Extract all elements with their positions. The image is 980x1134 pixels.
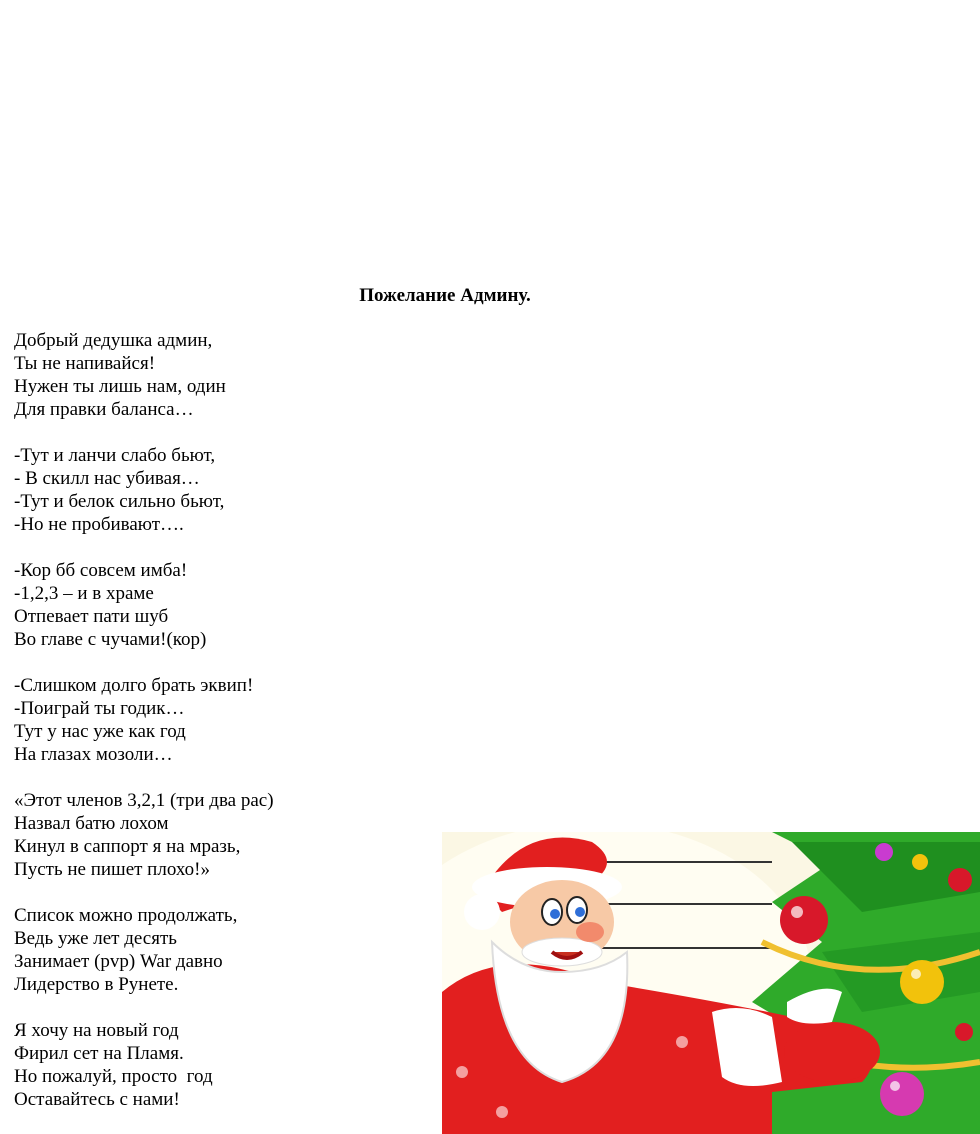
poem-line: Добрый дедушка админ,	[14, 330, 213, 351]
page-title: Пожелание Админу.	[359, 285, 531, 306]
poem-line: «Этот членов 3,2,1 (три два рас)	[14, 790, 274, 811]
santa-illustration	[442, 832, 980, 1134]
poem-line: Занимает (pvp) War давно	[14, 951, 223, 972]
poem-line: Пусть не пишет плохо!»	[14, 859, 210, 880]
poem-line: Фирил сет на Пламя.	[14, 1043, 184, 1064]
poem-line: -Тут и ланчи слабо бьют,	[14, 445, 216, 466]
stanza	[14, 1019, 274, 1111]
poem-line: Назвал батю лохом	[14, 813, 169, 834]
poem-line: Нужен ты лишь нам, один	[14, 376, 226, 397]
poem-line: -Поиграй ты годик…	[14, 698, 185, 719]
stanza	[14, 559, 274, 651]
poem-line: Я хочу на новый год	[14, 1020, 179, 1041]
poem-line: -1,2,3 – и в храме	[14, 583, 154, 604]
poem-line: Ты не напивайся!	[14, 353, 156, 374]
poem-line: Но пожалуй, просто год	[14, 1066, 213, 1087]
poem-line: -Тут и белок сильно бьют,	[14, 491, 225, 512]
stanza	[14, 674, 274, 766]
poem-line: Отпевает пати шуб	[14, 606, 169, 627]
stanza	[14, 329, 274, 421]
poem-line: -Но не пробивают….	[14, 514, 184, 535]
poem-line: -Слишком долго брать эквип!	[14, 675, 254, 696]
stanza	[14, 444, 274, 536]
poem-line: Список можно продолжать,	[14, 905, 238, 926]
poem-line: Лидерство в Рунете.	[14, 974, 179, 995]
poem-line: Оставайтесь с нами!	[14, 1089, 180, 1110]
stanza	[14, 904, 274, 996]
stanza	[14, 789, 274, 881]
poem-line: Кинул в саппорт я на мразь,	[14, 836, 241, 857]
poem-line: На глазах мозоли…	[14, 744, 173, 765]
poem-line: Ведь уже лет десять	[14, 928, 177, 949]
poem-line: - В скилл нас убивая…	[14, 468, 200, 489]
poem-line: Тут у нас уже как год	[14, 721, 186, 742]
poem-line: Во главе с чучами!(кор)	[14, 629, 207, 650]
poem	[14, 329, 274, 1134]
poem-line: Для правки баланса…	[14, 399, 194, 420]
poem-line: -Кор бб совсем имба!	[14, 560, 188, 581]
